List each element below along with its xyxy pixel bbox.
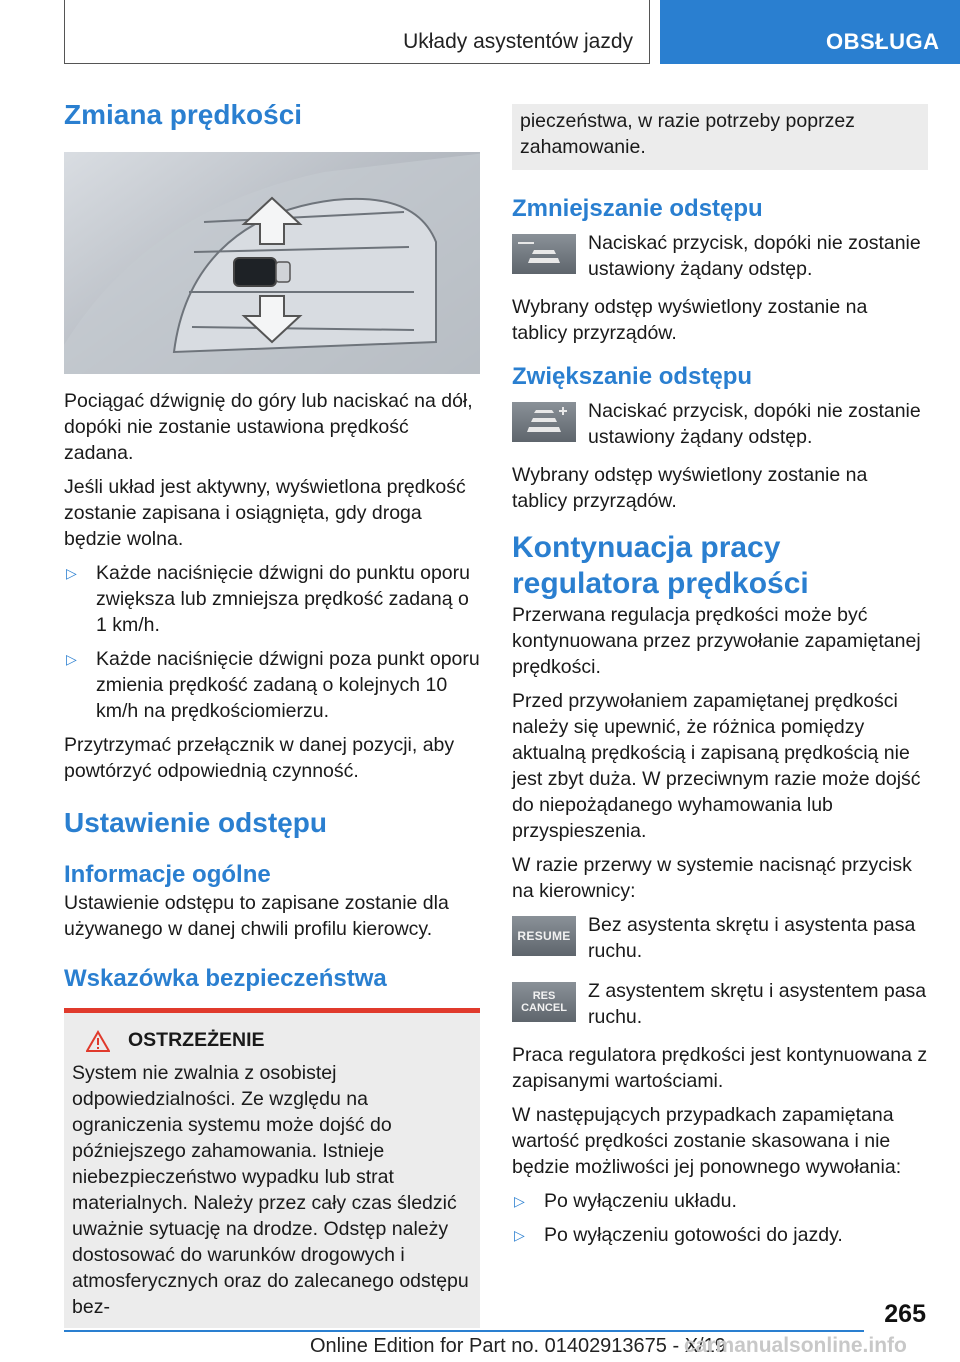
list-item-text: Po wyłączeniu układu. xyxy=(544,1190,737,1212)
distance-increase-button-icon xyxy=(512,402,576,442)
res-cancel-label-bottom: CANCEL xyxy=(521,1002,567,1014)
lever-illustration-icon xyxy=(64,152,480,374)
triangle-bullet-icon: ▷ xyxy=(514,1227,525,1243)
warning-title: OSTRZEŻENIE xyxy=(128,1029,265,1051)
decrease-distance-row xyxy=(512,230,928,282)
res-cancel-label-top: RES xyxy=(532,990,556,1002)
speed-text-1: Pociągać dźwignię do góry lub naciskać na dół, dopóki nie zostanie ustawiona prędkość zadana. xyxy=(64,390,473,464)
resume-text-4: Praca regulatora prędkości jest kontynuowana z zapisanymi wartościami. xyxy=(512,1044,928,1092)
right-column xyxy=(512,104,928,1256)
heading-distance-setting: Ustawienie odstępu xyxy=(64,807,327,838)
list-item-text: Po wyłączeniu gotowości do jazdy. xyxy=(544,1224,843,1246)
header-section-title: Układy asystentów jazdy xyxy=(403,30,633,53)
left-column xyxy=(64,98,480,1328)
page-number: 265 xyxy=(884,1300,926,1328)
list-item xyxy=(64,560,480,638)
list-item xyxy=(64,646,480,724)
resume-text-3: W razie przerwy w systemie nacisnąć przycisk na kierownicy: xyxy=(512,854,912,902)
heading-speed-change: Zmiana prędkości xyxy=(64,99,303,130)
header-chapter-label: OBSŁUGA xyxy=(826,29,940,54)
resume-button-row xyxy=(512,912,928,964)
res-cancel-button-text: Z asystentem skrętu i asystentem pasa ruchu. xyxy=(588,980,927,1028)
warning-text: System nie zwalnia z osobistej odpowiedzialności. Ze względu na ograniczenia systemu może dojść do późniejszego zahamowania. Istnieje niebezpieczeństwo wypadku lub strat materialnych. Należy przez cały czas śledzić uważnie sytuację na drodze. Odstęp należy dostosować do warunków drogowych i atmosferycznych oraz do zalecanego odstępu bez- xyxy=(72,1062,469,1318)
increase-distance-text: Naciskać przycisk, dopóki nie zostanie ustawiony żądany odstęp. xyxy=(588,400,921,448)
heading-resume-cruise: Kontynuacja pracy regulatora prędkości xyxy=(512,531,809,600)
resume-text-1: Przerwana regulacja prędkości może być kontynuowana przez przywołanie zapamiętanej prędkości. xyxy=(512,604,921,678)
warning-box xyxy=(64,1008,480,1328)
distance-decrease-button-icon xyxy=(512,234,576,274)
heading-increase-distance: Zwiększanie odstępu xyxy=(512,363,753,390)
warning-box-continued: pieczeństwa, w razie potrzeby poprzez zahamowanie. xyxy=(512,104,928,170)
resume-button-icon: RESUME xyxy=(512,916,576,956)
footer-divider xyxy=(64,1330,864,1332)
res-cancel-button-row xyxy=(512,978,928,1030)
list-item xyxy=(512,1222,928,1248)
triangle-bullet-icon: ▷ xyxy=(66,565,77,581)
triangle-bullet-icon: ▷ xyxy=(514,1193,525,1209)
speed-text-2: Jeśli układ jest aktywny, wyświetlona prędkość zostanie zapisana i osiągnięta, gdy droga będzie wolna. xyxy=(64,476,466,550)
list-item-text: Każde naciśnięcie dźwigni poza punkt oporu zmienia prędkość zadaną o kolejnych 10 km/h na prędkościomierzu. xyxy=(96,648,480,722)
list-item xyxy=(512,1188,928,1214)
decrease-distance-text: Naciskać przycisk, dopóki nie zostanie ustawiony żądany odstęp. xyxy=(588,232,921,280)
heading-decrease-distance: Zmniejszanie odstępu xyxy=(512,195,763,222)
res-cancel-button-icon xyxy=(512,982,576,1022)
warning-triangle-icon xyxy=(86,1030,110,1052)
resume-button-text: Bez asystenta skrętu i asystenta pasa ruchu. xyxy=(588,914,916,962)
resume-text-2: Przed przywołaniem zapamiętanej prędkości należy się upewnić, że różnica pomiędzy aktualną prędkością i zapisaną prędkością nie jest zbyt duża. W przeciwnym razie może dojść do niepożądanego wyhamowania lub przyspieszenia. xyxy=(512,690,921,842)
resume-text-5: W następujących przypadkach zapamiętana wartość prędkości zostanie skasowana i nie będzie możliwości jej ponownego wywołania: xyxy=(512,1104,902,1178)
watermark: carmanualsonline.info xyxy=(684,1334,907,1357)
triangle-bullet-icon: ▷ xyxy=(66,651,77,667)
decrease-distance-after: Wybrany odstęp wyświetlony zostanie na tablicy przyrządów. xyxy=(512,296,868,344)
footer-edition: Online Edition for Part no. 01402913675 - X/19 xyxy=(310,1335,726,1357)
speed-text-3: Przytrzymać przełącznik w danej pozycji, aby powtórzyć odpowiednią czynność. xyxy=(64,734,455,782)
warning-header xyxy=(72,1029,472,1052)
general-info-text: Ustawienie odstępu to zapisane zostanie dla używanego w danej chwili profilu kierowcy. xyxy=(64,892,449,940)
increase-distance-after: Wybrany odstęp wyświetlony zostanie na tablicy przyrządów. xyxy=(512,464,868,512)
list-item-text: Każde naciśnięcie dźwigni do punktu oporu zwiększa lub zmniejsza prędkość zadaną o 1 km/h. xyxy=(96,562,470,636)
header-chapter-tab xyxy=(660,0,960,64)
increase-distance-row xyxy=(512,398,928,450)
heading-safety-note: Wskazówka bezpieczeństwa xyxy=(64,965,387,992)
steering-wheel-lever-photo xyxy=(64,152,480,374)
heading-general-info: Informacje ogólne xyxy=(64,861,271,888)
header-box xyxy=(64,0,650,64)
